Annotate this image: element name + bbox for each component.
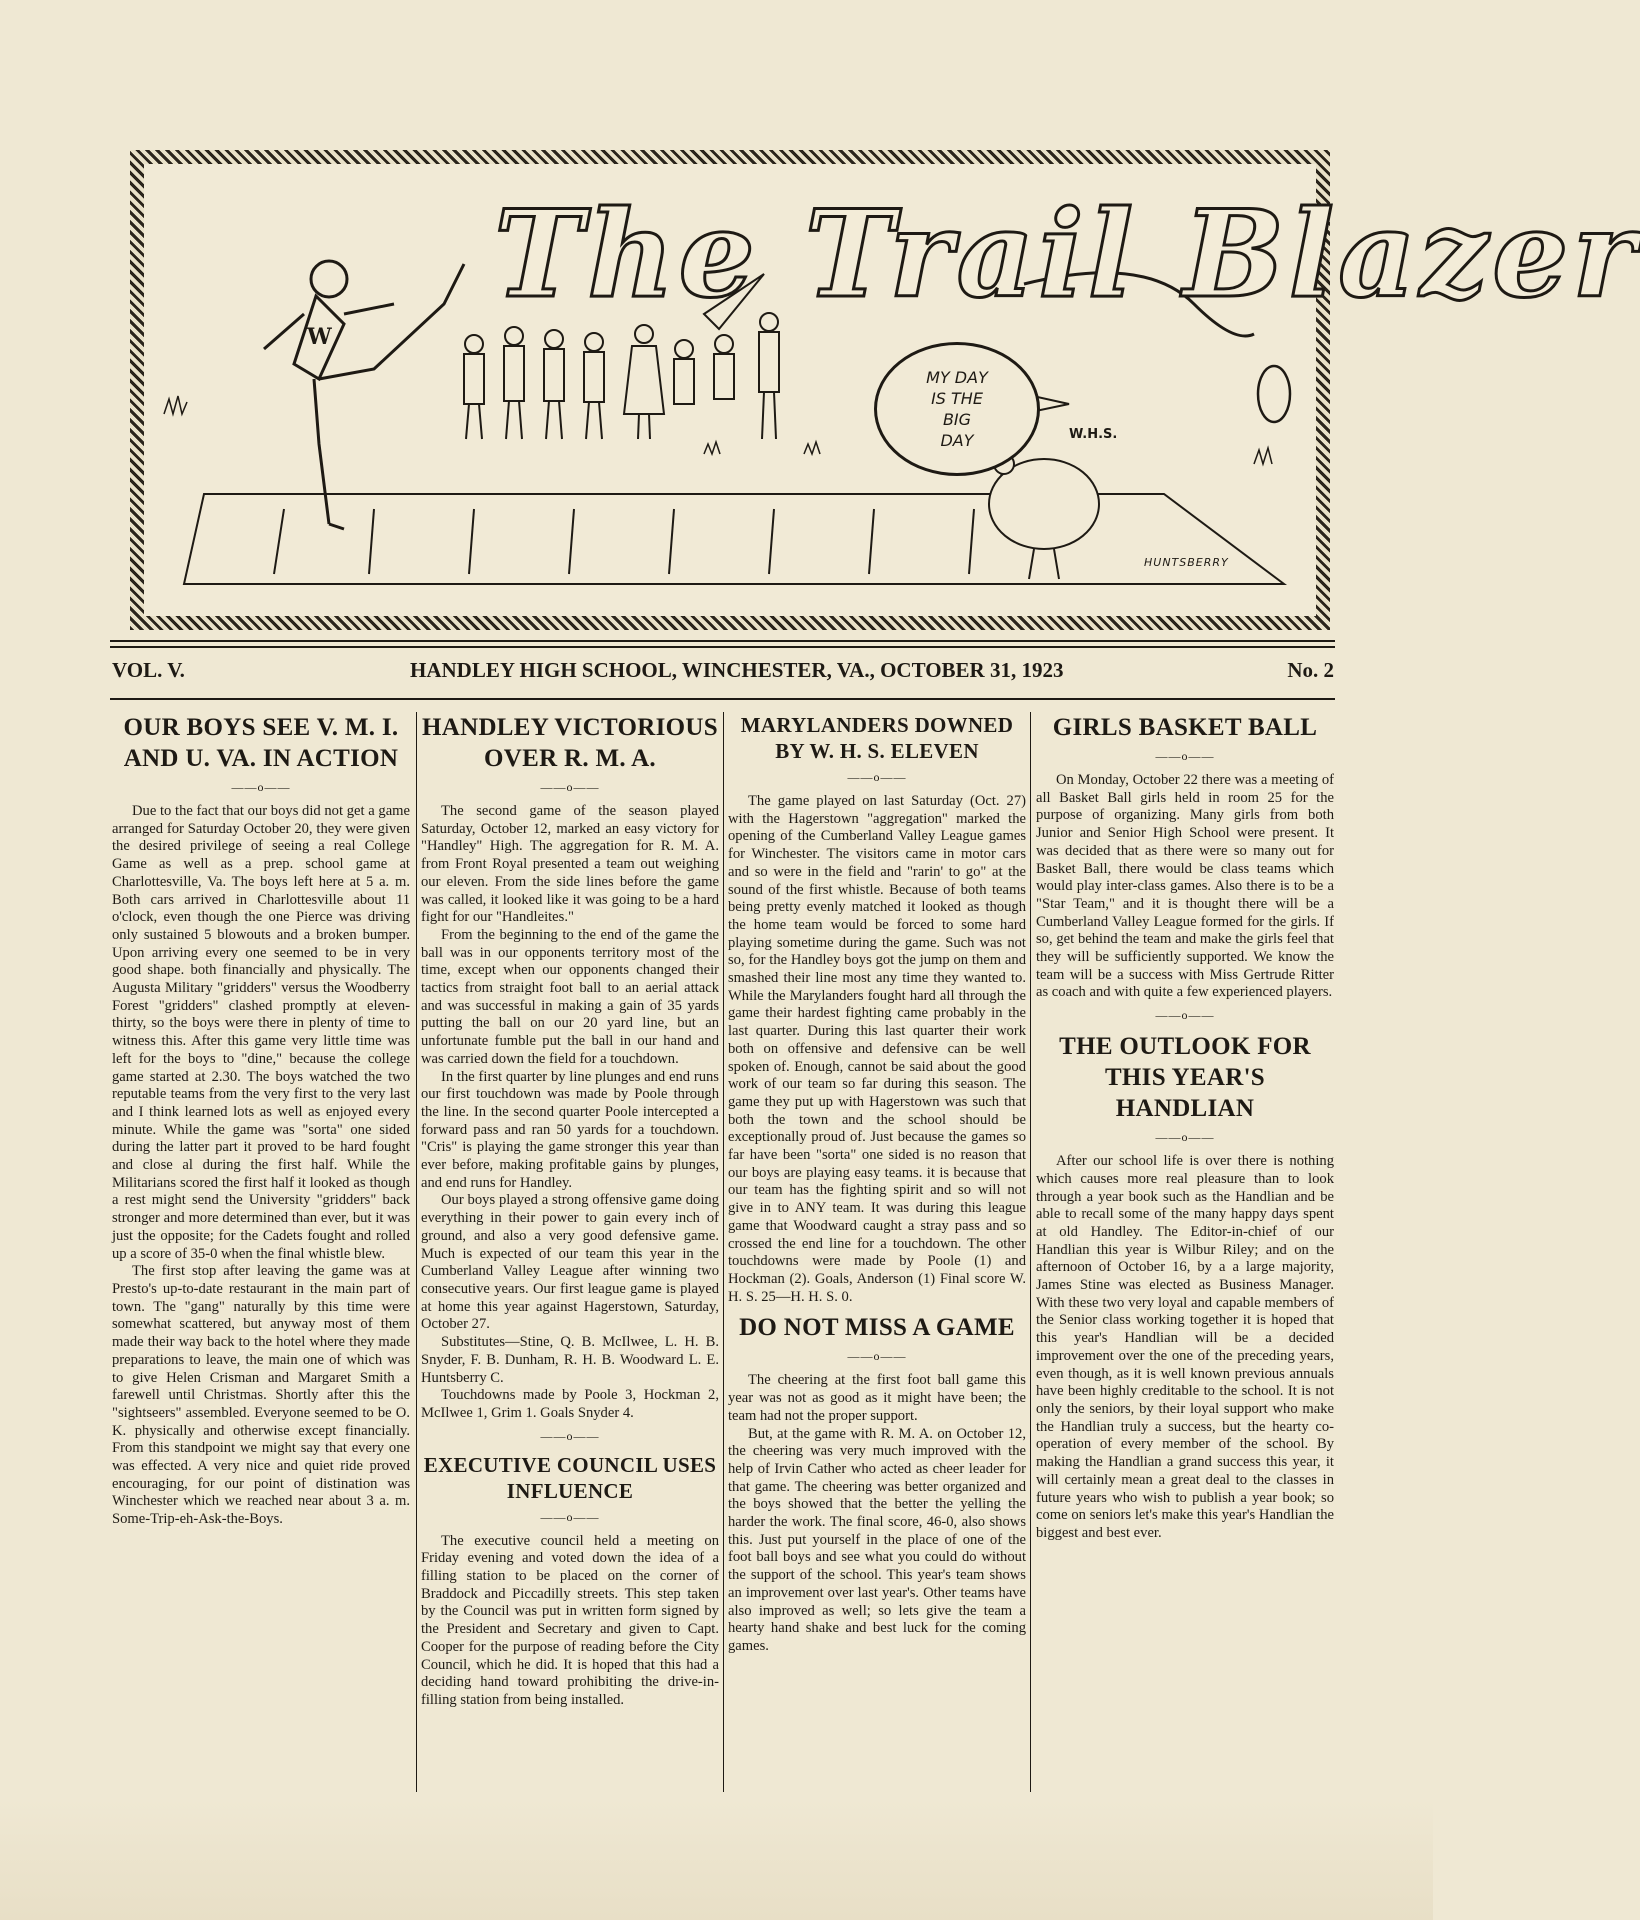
masthead-rule-thin — [110, 646, 1335, 648]
separator: ——o—— — [1155, 749, 1215, 763]
masthead — [130, 150, 1640, 630]
crowd-drawing — [464, 313, 779, 439]
article-paragraph: The executive council held a meeting on Friday evening and voted down the idea of a filling station to be placed on the corner of Braddock and Piccadilly streets. This step taken by the Council was put in written form signed by the President and Secretary and given to Capt. Cooper for the purpose of reading before the City Council, which he did. It is hoped that this had a deciding hand toward prohibiting the drive-in-filling station from being installed. — [421, 1532, 719, 1708]
column-2 — [421, 712, 719, 1710]
headline-vmi: OUR BOYS SEE V. M. I. AND U. VA. IN ACTION — [123, 714, 399, 772]
speech-bubble — [874, 342, 1040, 476]
separator: ——o—— — [540, 1509, 600, 1524]
separator: ——o—— — [231, 780, 291, 794]
column-divider — [1030, 712, 1031, 1792]
separator: ——o—— — [540, 1428, 600, 1443]
article-paragraph: The first stop after leaving the game was at Presto's up-to-date restaurant in the main part of town. The "gang" naturally by this time were somewhat scattered, but anyway most of them made their way back to the hotel where they made preparations to leave, the main one of which was to give Helen Crisman and Margaret Smith a farewell until Christmas. Shortly after this the "sightseers" assembled. Everyone seemed to be O. K. physically and otherwise except financially. From this standpoint we might say that every one was effected. A very nice and quiet ride proved encouraging, for our point of distination was Winchester which we reached near about 3 a. m. Some-Trip-eh-Ask-the-Boys. — [112, 1263, 410, 1528]
masthead-rule — [110, 640, 1335, 642]
football-drawing — [1258, 366, 1290, 422]
dateline — [112, 658, 1334, 688]
masthead-title: The Trail Blazer — [494, 184, 1640, 325]
bubble-line: BIG — [942, 410, 972, 429]
headline-rma: HANDLEY VICTORIOUS OVER R. M. A. — [422, 714, 718, 772]
artist-signature: HUNTSBERRY — [1144, 556, 1229, 569]
headline-maryland: MARYLANDERS DOWNED BY W. H. S. ELEVEN — [740, 713, 1014, 763]
issue-number: No. 2 — [1287, 658, 1334, 682]
article-paragraph: The game played on last Saturday (Oct. 27) with the Hagerstown "aggregation" marked the opening of the Cumberland Valley League games for Winchester. The visitors came in motor cars and so were in the field and "rarin' to go" at the sound of the first whistle. Because of both teams being pretty evenly matched it looked as though the home team would be forced to some hard playing sometime during the game. Such was not so, for the Handley boys got the jump on them and smashed their line most any time they wanted to. While the Marylanders fought hard all through the game their hardest fighting came probably in the last quarter. During this last quarter their work both on offensive and defensive can be well spoken of. Enough, cannot be said about the good work of our team so far during this season. The game they put up with Hagerstown was such that both the town and the school should be exceptionally proud of. Just because the games so far have been "sorta" one sided is no reason that our boys are playing easy teams. it is because that our team has the fighting spirit and so will not give in to ANY team. It was during this league game that Woodward caught a stray pass and so crossed the end line for a touchdown. The other touchdowns were made by Poole (1) and Hockman (2). Goals, Anderson (1) Final score W. H. S. 25—H. H. S. 0. — [728, 793, 1026, 1305]
article-paragraph: From the beginning to the end of the game the ball was in our opponents territory most of the time, except when our opponents changed their tactics from straight foot ball to an aerial attack and was successful in making a gain of 35 yards putting the ball on our 20 yard line, but an unfortunate fumble put the ball in our hand and was carried down the field for a touchdown. — [421, 926, 719, 1067]
article-paragraph: Substitutes—Stine, Q. B. McIlwee, L. H. B. Snyder, F. B. Dunham, R. H. B. Woodward L. E. Huntsberry C. — [421, 1334, 719, 1386]
article-paragraph: But, at the game with R. M. A. on October 12, the cheering was very much improved with the help of Irvin Cather who acted as cheer leader for that game. The cheering was better organized and the boys showed that the better the yelling the harder the work. The final score, 46-0, also shows this. Just put yourself in the place of one of the foot ball boys and see what you could do without the support of the school. This year's team shows an improvement over last year's. Other teams have also improved as well; so lets give the team a hearty hand shake and best luck for the coming games. — [728, 1425, 1026, 1654]
column-4 — [1036, 712, 1334, 1543]
headline-miss-game: DO NOT MISS A GAME — [739, 1314, 1015, 1342]
svg-text:W: W — [307, 324, 332, 350]
column-3 — [728, 712, 1026, 1656]
column-divider — [723, 712, 724, 1792]
headline-council: EXECUTIVE COUNCIL USES INFLUENCE — [423, 1452, 717, 1503]
dateline-rule — [110, 698, 1335, 700]
separator: ——o—— — [1155, 1130, 1215, 1145]
article-paragraph: The second game of the season played Saturday, October 12, marked an easy victory for "Handley" High. The aggregation for R. M. A. from Front Royal presented a team out weighing our eleven. From the side lines before the game was called, it looked like it was going to be a hard fight for our "Handleites." — [421, 803, 719, 926]
article-paragraph: Due to the fact that our boys did not get a game arranged for Saturday October 20, they were given the desired privilege of seeing a real College Game as well as a prep. school game at Charlottesville, Va. The boys left here at 5 a. m. Both cars arrived in Charlottesville about 11 o'clock, even though the one Pierce was driving only sustained 5 blowouts and a broken bumper. Upon arriving every one seemed to be in very good shape. both financially and physically. The Augusta Military "gridders" versus the Woodberry Forest "gridders" clashed promptly at eleven-thirty, so the boys were there in plenty of time to witness this. After this game very little time was left for the boys to "dine," because the college game started at 2.30. The boys watched the two reputable teams from the very first to the very last and I think learned lots as well as enjoyed every minute. While the game was "sorta" one sided during the latter part it proved to be hard fought and close al during the first half. While the Militarians scored the first half it looked as though a rest might send the University "gridders" back stronger and more determined than ever, but it was just the opposite; for the Cadets fought and rolled up a score of 35-0 when the final whistle blew. — [112, 803, 410, 1262]
school-date-label: HANDLEY HIGH SCHOOL, WINCHESTER, VA., OCTOBER 31, 1923 — [410, 658, 1064, 682]
bubble-line: IS THE — [931, 389, 983, 408]
article-paragraph: Our boys played a strong offensive game doing everything in their power to gain every inch of ground, and also a very good defensive game. Much is expected of our team this year in the Cumberland Valley League after winning two consecutive years. Our first league game is played at home this year against Hagerstown, Saturday, October 27. — [421, 1192, 719, 1333]
separator: ——o—— — [847, 1349, 907, 1364]
headline-basketball: GIRLS BASKET BALL — [1052, 714, 1318, 741]
column-divider — [416, 712, 417, 1792]
paper-shading — [0, 1800, 1433, 1920]
football-kicker-drawing — [264, 261, 464, 529]
separator: ——o—— — [1155, 1008, 1215, 1023]
bubble-line: MY DAY — [926, 368, 988, 387]
headline-handlian: THE OUTLOOK FOR THIS YEAR'S HANDLIAN — [1059, 1033, 1311, 1123]
article-paragraph: Touchdowns made by Poole 3, Hockman 2, McIlwee 1, Grim 1. Goals Snyder 4. — [421, 1387, 719, 1421]
article-paragraph: The cheering at the first foot ball game this year was not as good as it might have been; the team had not the proper support. — [728, 1372, 1026, 1424]
column-1 — [112, 712, 410, 1529]
volume-label: VOL. V. — [112, 658, 185, 682]
separator: ——o—— — [540, 780, 600, 794]
article-paragraph: On Monday, October 22 there was a meeting of all Basket Ball girls held in room 25 for the purpose of organizing. Many girls from both Junior and Senior High School were present. It was decided that as there were so many out for Basket Ball, there would be class teams which would play inter-class games. Also there is to be a "Star Team," and it is thought there will be a Cumberland Valley League formed for the girls. If so, get behind the team and make the girls feel that they will be sufficiently supported. We know the team will be a success with Miss Gertrude Ritter as coach and with quite a few experienced players. — [1036, 772, 1334, 1001]
pennant-label: W.H.S. — [1069, 427, 1118, 442]
article-paragraph: After our school life is over there is nothing which causes more real pleasure than to look through a year book such as the Handlian and be able to recall some of the many happy days spent at old Handley. The Editor-in-chief of our Handlian this year is Wilbur Riley; and on the afternoon of October 16, by a a large majority, James Stine was elected as Business Manager. With these two very loyal and capable members of the Senior class working together it is hoped that this year's Handlian will be a decided improvement over the one of the preceding years, even though, as it is well known previous annuals have been highly creditable to the school. It is not only the seniors, by their loyal support who make the Handlian truly a success, but the hearty co-operation of every member of the school. By making the Handlian a grand success this year, it will certainly mean a great deal to the classes in future years who wish to publish a year book; so come on seniors let's make this year's Handlian the biggest and best ever. — [1036, 1153, 1334, 1541]
separator: ——o—— — [847, 770, 907, 784]
article-paragraph: In the first quarter by line plunges and end runs our first touchdown was made by Poole through the line. In the second quarter Poole intercepted a forward pass and ran 50 yards for a touchdown. "Cris" is playing the game stronger this year than ever before, making profitable gains by plunges, and end runs for Handley. — [421, 1068, 719, 1191]
bubble-line: DAY — [940, 431, 974, 450]
